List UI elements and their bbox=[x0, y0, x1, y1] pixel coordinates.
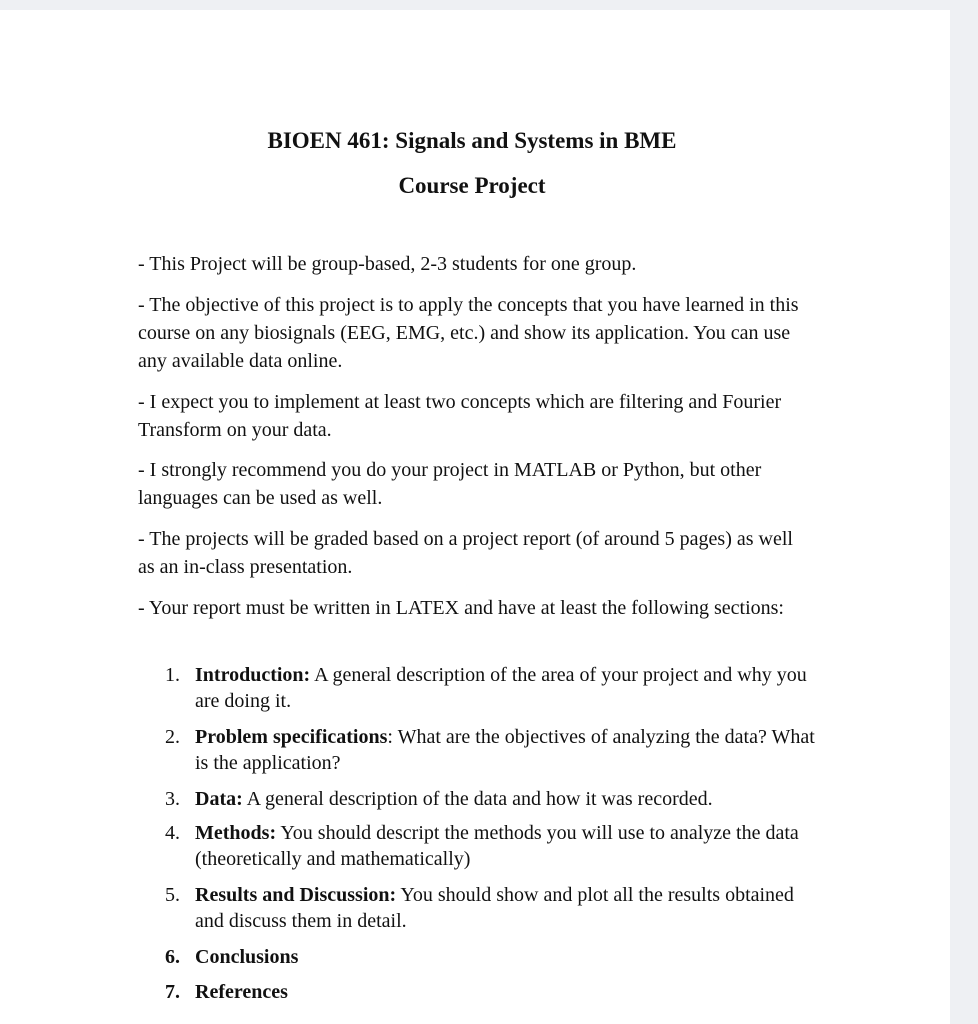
list-item-text: A general description of the area of your project and why you are doing it. bbox=[195, 664, 807, 712]
list-item-term: References bbox=[195, 981, 288, 1003]
list-item-number: 4. bbox=[165, 822, 180, 844]
list-item-term: Problem specifications bbox=[195, 726, 388, 748]
list-item bbox=[165, 882, 815, 934]
paragraph-report-format: - Your report must be written in LATEX and have at least the following sections: bbox=[138, 597, 784, 619]
paragraph-language: - I strongly recommend you do your project in MATLAB or Python, but other languages can be used as well. bbox=[138, 459, 762, 509]
list-item-term: Conclusions bbox=[195, 946, 299, 968]
list-item-term: Introduction: bbox=[195, 664, 311, 686]
paragraph-grading: - The projects will be graded based on a project report (of around 5 pages) as well as an in-class presentation. bbox=[138, 528, 793, 578]
list-item bbox=[165, 786, 815, 812]
list-item-text: : What are the objectives of analyzing the data? What is the application? bbox=[195, 726, 815, 774]
list-item-number: 2. bbox=[165, 726, 180, 748]
list-item-text: A general description of the data and how it was recorded. bbox=[242, 788, 713, 810]
list-item-body bbox=[195, 724, 815, 776]
list-item-term: Data: bbox=[195, 788, 243, 810]
list-item bbox=[165, 820, 815, 872]
list-item bbox=[165, 979, 815, 1005]
document-subtitle: Course Project bbox=[398, 173, 546, 198]
list-item-term: Results and Discussion: bbox=[195, 884, 397, 906]
list-item-body bbox=[195, 882, 815, 934]
list-item-term: Methods: bbox=[195, 822, 277, 844]
list-item-text: You should show and plot all the results obtained and discuss them in detail. bbox=[195, 884, 794, 932]
list-item bbox=[165, 944, 815, 970]
list-item-body bbox=[195, 786, 815, 812]
paragraph-concepts: - I expect you to implement at least two concepts which are filtering and Fourier Transform on your data. bbox=[138, 391, 782, 441]
list-item bbox=[165, 724, 815, 776]
document-title: BIOEN 461: Signals and Systems in BME bbox=[267, 128, 677, 153]
list-item bbox=[165, 662, 815, 714]
list-item-text: You should descript the methods you will use to analyze the data (theoretically and mathematically) bbox=[195, 822, 799, 870]
list-item-number: 3. bbox=[165, 788, 180, 810]
list-item-body bbox=[195, 979, 815, 1005]
list-item-body bbox=[195, 662, 815, 714]
list-item-number: 1. bbox=[165, 664, 180, 686]
list-item-number: 7. bbox=[165, 981, 180, 1003]
list-item-number: 6. bbox=[165, 946, 180, 968]
paragraph-group-info: - This Project will be group-based, 2-3 students for one group. bbox=[138, 253, 637, 275]
list-item-body bbox=[195, 944, 815, 970]
document-page bbox=[0, 10, 950, 1024]
list-item-body bbox=[195, 820, 815, 872]
paragraph-objective: - The objective of this project is to apply the concepts that you have learned in this course on any biosignals (EEG, EMG, etc.) and show its application. You can use any available data online. bbox=[138, 294, 799, 372]
list-item-number: 5. bbox=[165, 884, 180, 906]
